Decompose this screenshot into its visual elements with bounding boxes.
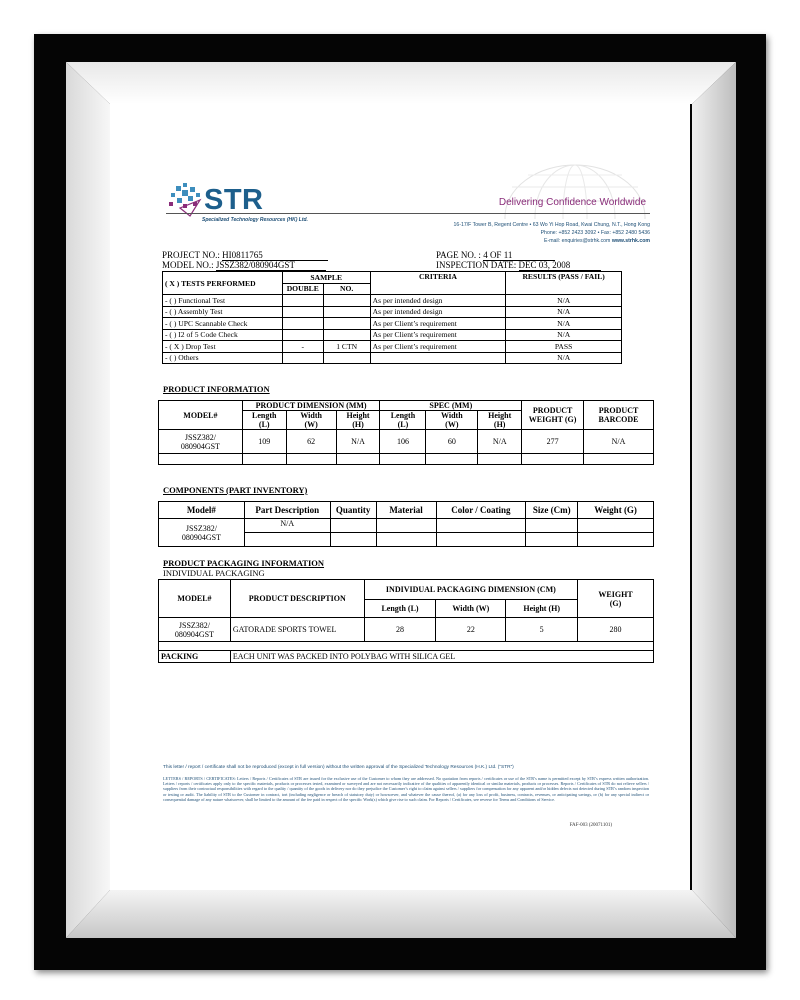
components-title: COMPONENTS (PART INVENTORY) bbox=[163, 485, 308, 495]
color-coating-header: Color / Coating bbox=[436, 502, 526, 519]
company-tagline: Delivering Confidence Worldwide bbox=[498, 197, 646, 208]
sample-no bbox=[323, 329, 370, 341]
test-name: - ( ) Others bbox=[163, 352, 283, 364]
packaging-subtitle: INDIVIDUAL PACKAGING bbox=[163, 568, 265, 578]
table-row bbox=[163, 318, 622, 330]
sample-double bbox=[282, 295, 323, 307]
test-result: N/A bbox=[506, 352, 622, 364]
empty-cell bbox=[380, 454, 426, 465]
inspection-date-label: INSPECTION DATE: bbox=[436, 260, 517, 270]
company-name: Specialized Technology Resources (HK) Ltd. bbox=[202, 217, 308, 223]
empty-cell bbox=[336, 454, 380, 465]
height-unit: (H) bbox=[493, 420, 506, 429]
criteria-header: CRITERIA bbox=[370, 272, 506, 295]
dim-height-value: N/A bbox=[336, 430, 380, 454]
pack-width-header: Width (W) bbox=[436, 600, 506, 618]
product-description-header: PRODUCT DESCRIPTION bbox=[230, 580, 364, 618]
test-name: - ( X ) Drop Test bbox=[163, 341, 283, 353]
model-line1: JSSZ382/ bbox=[185, 523, 217, 533]
sample-no bbox=[323, 295, 370, 307]
empty-cell bbox=[159, 454, 243, 465]
table-row bbox=[163, 329, 622, 341]
packing-label: PACKING bbox=[159, 651, 231, 663]
sample-no bbox=[323, 306, 370, 318]
dim-height-header bbox=[336, 411, 380, 430]
table-row bbox=[159, 519, 654, 533]
spec-width-value: 60 bbox=[426, 430, 478, 454]
dim-length-value: 109 bbox=[242, 430, 286, 454]
empty-cell bbox=[330, 533, 376, 547]
empty-cell bbox=[242, 454, 286, 465]
width-unit: (W) bbox=[445, 420, 459, 429]
table-row bbox=[159, 618, 654, 642]
product-description-value: GATORADE SPORTS TOWEL bbox=[230, 618, 364, 642]
header-divider bbox=[166, 213, 650, 214]
company-phone-fax: Phone: +852 2423 3092 • Fax: +852 2480 5436 bbox=[540, 230, 650, 236]
empty-cell bbox=[426, 454, 478, 465]
sample-double bbox=[282, 306, 323, 318]
sample-double: - bbox=[282, 341, 323, 353]
test-name: - ( ) Functional Test bbox=[163, 295, 283, 307]
empty-cell bbox=[526, 519, 578, 533]
reproduction-notice: This letter / report / certificate shall not be reproduced (except in full version) without the written approval of the Specialized Technology Resources (H.K.) Ltd. (“STR”) bbox=[163, 765, 514, 770]
test-criteria: As per intended design bbox=[370, 295, 506, 307]
empty-cell bbox=[436, 533, 526, 547]
test-result: PASS bbox=[506, 341, 622, 353]
dim-length-header bbox=[242, 411, 286, 430]
table-row bbox=[163, 295, 622, 307]
test-result: N/A bbox=[506, 295, 622, 307]
packaging-dimension-header: INDIVIDUAL PACKAGING DIMENSION (CM) bbox=[364, 580, 577, 600]
pack-length-value: 28 bbox=[364, 618, 436, 642]
project-number-label: PROJECT NO.: bbox=[162, 250, 220, 260]
empty-cell bbox=[578, 533, 654, 547]
test-result: N/A bbox=[506, 306, 622, 318]
company-address: 16-17/F Tower B, Regent Centre • 63 Wo Yi Hop Road, Kwai Chung, N.T., Hong Kong bbox=[453, 222, 650, 228]
table-row bbox=[163, 341, 622, 353]
sample-no bbox=[323, 352, 370, 364]
page-number-value: 4 OF 11 bbox=[483, 251, 555, 261]
sample-no: 1 CTN bbox=[323, 341, 370, 353]
weight-label: WEIGHT bbox=[598, 589, 633, 599]
empty-cell bbox=[376, 519, 436, 533]
empty-cell bbox=[522, 454, 584, 465]
sample-no bbox=[323, 318, 370, 330]
packaging-title: PRODUCT PACKAGING INFORMATION bbox=[163, 558, 325, 568]
dim-width-header bbox=[286, 411, 336, 430]
dim-width-value: 62 bbox=[286, 430, 336, 454]
inspection-date-value: DEC 03, 2008 bbox=[519, 261, 601, 271]
part-description-value: N/A bbox=[244, 519, 330, 533]
legal-disclaimer: LETTERS / REPORTS / CERTIFICATES: Letters / Reports / Certificates of STR are issued for the exclusive use of the Customer to whom they are addressed. No quotation from reports / certificates or use of the STR’s name is permitted except by STR’s express written authorization. Letters / reports / certificates apply only to the specific materials, products or processes tested, examined or surveyed and are not necessarily indicative of the qualities of apparently identical or similar materials, products or processes. Reports / Certificates of STR do not relieve sellers / suppliers from their contractual responsibilities with regard to the quality / quantity of the goods in delivery nor do they prejudice the Customer’s right to claim against sellers / suppliers for compensation for any apparent and/or hidden defects not detected during STR’s random inspection or testing or audit. The liability of STR to the Customer in contract, tort (including negligence or breach of statutory duty) or howsoever, and whatever the cause thereof, (a) for any loss of profit, business, contracts, revenues, or anticipating savings, or (b) for any special indirect or consequential damage of any nature whatsoever, shall be limited to the amount of the fee paid in respect of the specific Work(s) which give rise to such claim. For Reports / Certificates, see reverse for Terms and Conditions of Service. bbox=[163, 776, 649, 802]
sample-double bbox=[282, 352, 323, 364]
table-row bbox=[163, 306, 622, 318]
product-dimension-header: PRODUCT DIMENSION (MM) bbox=[242, 401, 380, 411]
model-line2: 080904GST bbox=[180, 441, 220, 451]
test-name: - ( ) UPC Scannable Check bbox=[163, 318, 283, 330]
tests-table bbox=[162, 271, 622, 364]
length-unit: (L) bbox=[397, 420, 409, 429]
table-row bbox=[163, 352, 622, 364]
tests-performed-header: ( X ) TESTS PERFORMED bbox=[163, 272, 283, 295]
quantity-header: Quantity bbox=[330, 502, 376, 519]
table-row bbox=[159, 430, 654, 454]
empty-cell bbox=[578, 519, 654, 533]
pack-width-value: 22 bbox=[436, 618, 506, 642]
length-label: Length bbox=[252, 411, 277, 420]
form-code: FAF-003 (20071101) bbox=[569, 823, 612, 828]
height-label: Height bbox=[488, 411, 512, 420]
empty-cell bbox=[330, 519, 376, 533]
model-number-value: JSSZ382/080904GST bbox=[216, 261, 326, 271]
pack-weight-value: 280 bbox=[578, 618, 654, 642]
packaging-model-header: MODEL# bbox=[159, 580, 231, 618]
table-row bbox=[159, 454, 654, 465]
project-number-value: HI0811765 bbox=[222, 251, 328, 261]
test-criteria: As per Client’s requirement bbox=[370, 318, 506, 330]
test-result: N/A bbox=[506, 318, 622, 330]
company-email: E-mail: enquiries@strhk.com bbox=[544, 238, 611, 244]
product-weight-value: 277 bbox=[522, 430, 584, 454]
spec-height-value: N/A bbox=[478, 430, 522, 454]
height-unit: (H) bbox=[352, 420, 364, 429]
spec-length-value: 106 bbox=[380, 430, 426, 454]
width-label: Width bbox=[300, 411, 322, 420]
sample-double-header: DOUBLE bbox=[282, 283, 323, 295]
product-barcode-value: N/A bbox=[584, 430, 654, 454]
sample-double bbox=[282, 329, 323, 341]
product-weight-header: PRODUCT WEIGHT (G) bbox=[522, 401, 584, 430]
width-unit: (W) bbox=[304, 420, 318, 429]
component-model-header: Model# bbox=[159, 502, 245, 519]
spec-height-header bbox=[478, 411, 522, 430]
component-model-cell bbox=[159, 519, 245, 547]
product-barcode-header: PRODUCT BARCODE bbox=[584, 401, 654, 430]
packaging-weight-header bbox=[578, 580, 654, 618]
spec-width-header bbox=[426, 411, 478, 430]
test-criteria: As per Client’s requirement bbox=[370, 329, 506, 341]
spec-header: SPEC (MM) bbox=[380, 401, 522, 411]
material-header: Material bbox=[376, 502, 436, 519]
company-logo-text: STR bbox=[204, 184, 264, 216]
part-description-header: Part Description bbox=[244, 502, 330, 519]
sample-header: SAMPLE bbox=[282, 272, 370, 284]
model-line2: 080904GST bbox=[174, 629, 214, 639]
company-website: www.strhk.com bbox=[611, 238, 650, 244]
page-number-label: PAGE NO. : bbox=[436, 250, 481, 260]
model-line2: 080904GST bbox=[181, 532, 221, 542]
table-row bbox=[159, 642, 654, 651]
packing-value: EACH UNIT WAS PACKED INTO POLYBAG WITH SILICA GEL bbox=[230, 651, 653, 663]
component-weight-header: Weight (G) bbox=[578, 502, 654, 519]
empty-cell bbox=[584, 454, 654, 465]
test-name: - ( ) I2 of 5 Code Check bbox=[163, 329, 283, 341]
empty-cell bbox=[159, 642, 654, 651]
model-number-label: MODEL NO.: bbox=[162, 260, 214, 270]
length-unit: (L) bbox=[258, 420, 270, 429]
model-line1: JSSZ382/ bbox=[178, 620, 210, 630]
size-header: Size (Cm) bbox=[526, 502, 578, 519]
report-page bbox=[110, 104, 690, 890]
model-line1: JSSZ382/ bbox=[184, 432, 216, 442]
empty-cell bbox=[478, 454, 522, 465]
empty-cell bbox=[286, 454, 336, 465]
packaging-model-cell bbox=[159, 618, 231, 642]
model-number bbox=[162, 260, 326, 271]
packaging-table bbox=[158, 579, 654, 663]
inspection-date bbox=[436, 260, 601, 271]
results-header: RESULTS (PASS / FAIL) bbox=[506, 272, 622, 295]
components-table bbox=[158, 501, 654, 547]
height-label: Height bbox=[346, 411, 370, 420]
pack-height-value: 5 bbox=[506, 618, 578, 642]
test-criteria: As per Client’s requirement bbox=[370, 341, 506, 353]
pack-height-header: Height (H) bbox=[506, 600, 578, 618]
empty-cell bbox=[526, 533, 578, 547]
length-label: Length bbox=[390, 411, 416, 420]
test-result: N/A bbox=[506, 329, 622, 341]
globe-icon bbox=[490, 159, 660, 219]
width-label: Width bbox=[441, 411, 463, 420]
product-information-title: PRODUCT INFORMATION bbox=[163, 384, 270, 394]
table-row bbox=[159, 651, 654, 663]
company-contact bbox=[544, 238, 650, 244]
spec-length-header bbox=[380, 411, 426, 430]
test-name: - ( ) Assembly Test bbox=[163, 306, 283, 318]
test-criteria: As per intended design bbox=[370, 306, 506, 318]
model-header: MODEL# bbox=[159, 401, 243, 430]
sample-no-header: NO. bbox=[323, 283, 370, 295]
weight-unit: (G) bbox=[609, 598, 622, 608]
sample-double bbox=[282, 318, 323, 330]
pack-length-header: Length (L) bbox=[364, 600, 436, 618]
empty-cell bbox=[436, 519, 526, 533]
model-cell bbox=[159, 430, 243, 454]
empty-cell bbox=[376, 533, 436, 547]
empty-cell bbox=[244, 533, 330, 547]
test-criteria bbox=[370, 352, 506, 364]
product-information-table bbox=[158, 400, 654, 465]
